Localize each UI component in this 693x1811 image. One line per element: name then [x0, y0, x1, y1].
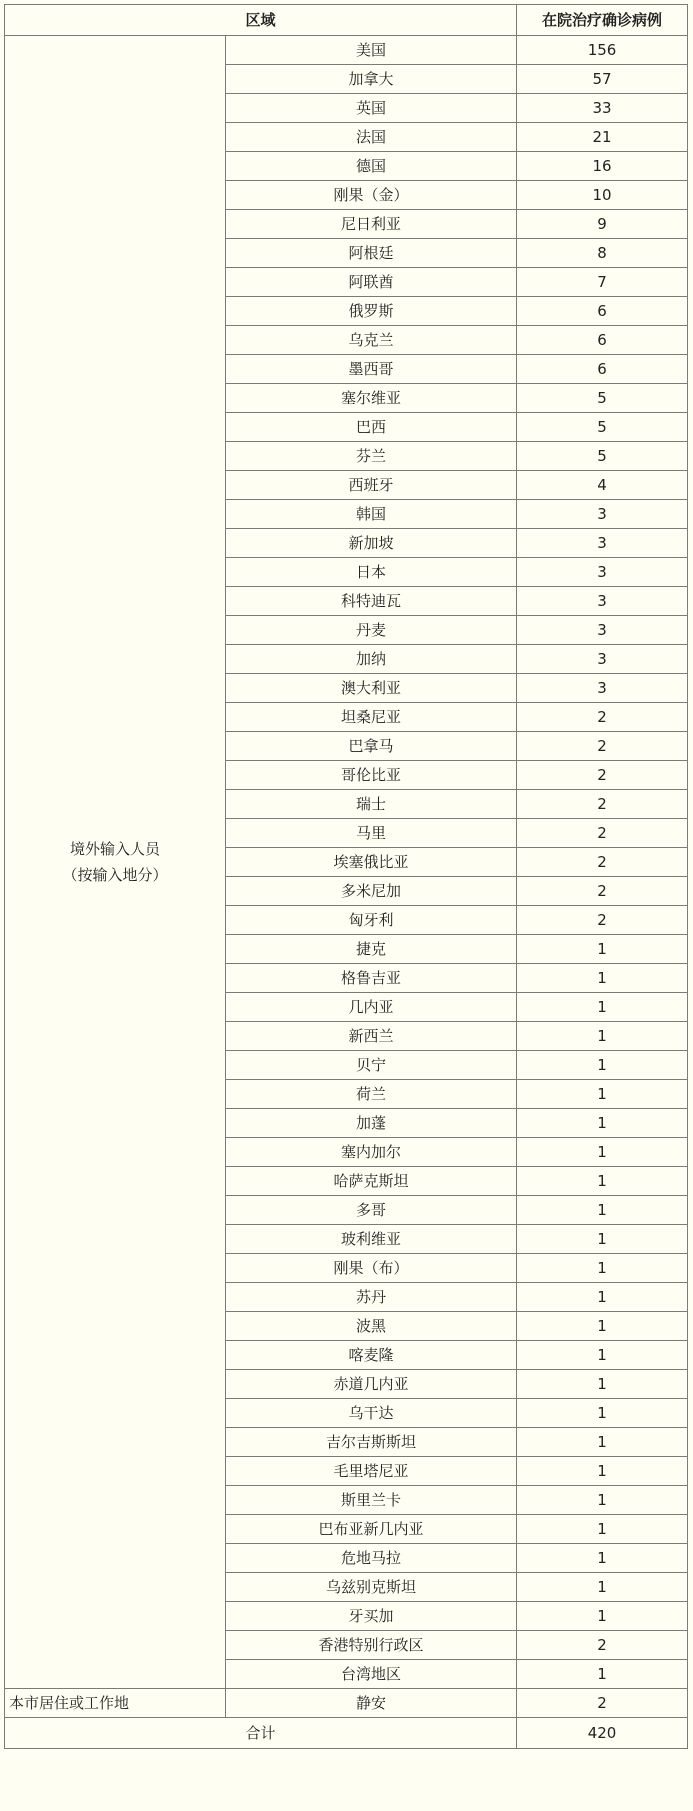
case-count-cell: 1: [517, 1544, 688, 1573]
region-name-cell: 乌干达: [226, 1399, 517, 1428]
region-name-cell: 危地马拉: [226, 1544, 517, 1573]
case-count-cell: 8: [517, 239, 688, 268]
case-count-cell: 2: [517, 848, 688, 877]
case-count-cell: 2: [517, 790, 688, 819]
region-name-cell: 阿根廷: [226, 239, 517, 268]
region-name-cell: 巴布亚新几内亚: [226, 1515, 517, 1544]
case-count-cell: 1: [517, 1138, 688, 1167]
case-count-cell: 1: [517, 1602, 688, 1631]
case-count-cell: 9: [517, 210, 688, 239]
region-name-cell: 俄罗斯: [226, 297, 517, 326]
region-name-cell: 加拿大: [226, 65, 517, 94]
region-name-cell: 英国: [226, 94, 517, 123]
case-count-cell: 1: [517, 1254, 688, 1283]
case-count-cell: 3: [517, 674, 688, 703]
region-name-cell: 新西兰: [226, 1022, 517, 1051]
case-count-cell: 16: [517, 152, 688, 181]
region-name-cell: 吉尔吉斯斯坦: [226, 1428, 517, 1457]
local-row: [5, 1689, 688, 1718]
region-name-cell: 新加坡: [226, 529, 517, 558]
region-name-cell: 巴西: [226, 413, 517, 442]
case-count-cell: 1: [517, 1312, 688, 1341]
case-count-cell: 2: [517, 819, 688, 848]
region-name-cell: 赤道几内亚: [226, 1370, 517, 1399]
case-table: [4, 4, 688, 1749]
case-count-cell: 2: [517, 906, 688, 935]
region-name-cell: 韩国: [226, 500, 517, 529]
region-name-cell: 墨西哥: [226, 355, 517, 384]
case-count-cell: 3: [517, 645, 688, 674]
case-count-cell: 5: [517, 384, 688, 413]
local-district-name: 静安: [226, 1689, 517, 1718]
region-name-cell: 牙买加: [226, 1602, 517, 1631]
case-count-cell: 6: [517, 326, 688, 355]
case-count-cell: 1: [517, 1457, 688, 1486]
region-name-cell: 毛里塔尼亚: [226, 1457, 517, 1486]
case-count-cell: 1: [517, 1428, 688, 1457]
region-name-cell: 格鲁吉亚: [226, 964, 517, 993]
case-count-cell: 156: [517, 36, 688, 65]
region-name-cell: 多米尼加: [226, 877, 517, 906]
case-count-cell: 1: [517, 1370, 688, 1399]
case-count-cell: 6: [517, 297, 688, 326]
region-name-cell: 加蓬: [226, 1109, 517, 1138]
case-count-cell: 6: [517, 355, 688, 384]
region-name-cell: 西班牙: [226, 471, 517, 500]
case-count-cell: 5: [517, 442, 688, 471]
region-name-cell: 台湾地区: [226, 1660, 517, 1689]
case-count-cell: 1: [517, 1660, 688, 1689]
region-name-cell: 尼日利亚: [226, 210, 517, 239]
case-count-cell: 1: [517, 1341, 688, 1370]
case-count-cell: 1: [517, 935, 688, 964]
case-count-cell: 1: [517, 1080, 688, 1109]
region-name-cell: 科特迪瓦: [226, 587, 517, 616]
case-count-cell: 1: [517, 1399, 688, 1428]
region-name-cell: 塞尔维亚: [226, 384, 517, 413]
local-group-label: 本市居住或工作地: [5, 1689, 226, 1718]
region-name-cell: 日本: [226, 558, 517, 587]
case-count-cell: 3: [517, 558, 688, 587]
region-name-cell: 德国: [226, 152, 517, 181]
case-count-cell: 5: [517, 413, 688, 442]
region-name-cell: 坦桑尼亚: [226, 703, 517, 732]
region-name-cell: 加纳: [226, 645, 517, 674]
case-count-cell: 2: [517, 761, 688, 790]
region-name-cell: 波黑: [226, 1312, 517, 1341]
region-name-cell: 喀麦隆: [226, 1341, 517, 1370]
header-count: 在院治疗确诊病例: [517, 5, 688, 36]
imported-group-label: [5, 36, 226, 1689]
case-count-cell: 10: [517, 181, 688, 210]
region-name-cell: 丹麦: [226, 616, 517, 645]
case-count-cell: 1: [517, 1167, 688, 1196]
table-body: [5, 36, 688, 1749]
region-name-cell: 马里: [226, 819, 517, 848]
region-name-cell: 香港特别行政区: [226, 1631, 517, 1660]
case-count-cell: 2: [517, 732, 688, 761]
region-name-cell: 阿联酋: [226, 268, 517, 297]
case-count-cell: 1: [517, 1109, 688, 1138]
case-count-cell: 2: [517, 1631, 688, 1660]
region-name-cell: 埃塞俄比亚: [226, 848, 517, 877]
region-name-cell: 斯里兰卡: [226, 1486, 517, 1515]
region-name-cell: 刚果（布）: [226, 1254, 517, 1283]
case-count-cell: 1: [517, 993, 688, 1022]
case-count-cell: 57: [517, 65, 688, 94]
region-name-cell: 匈牙利: [226, 906, 517, 935]
region-name-cell: 巴拿马: [226, 732, 517, 761]
case-count-cell: 2: [517, 877, 688, 906]
case-count-cell: 1: [517, 1486, 688, 1515]
case-count-cell: 3: [517, 587, 688, 616]
total-count: 420: [517, 1718, 688, 1749]
region-name-cell: 荷兰: [226, 1080, 517, 1109]
imported-group-line1: 境外输入人员: [69, 840, 160, 858]
region-name-cell: 捷克: [226, 935, 517, 964]
case-count-cell: 1: [517, 1022, 688, 1051]
case-count-cell: 1: [517, 964, 688, 993]
region-name-cell: 哥伦比亚: [226, 761, 517, 790]
table-row: [5, 36, 688, 65]
case-count-cell: 33: [517, 94, 688, 123]
region-name-cell: 玻利维亚: [226, 1225, 517, 1254]
case-count-cell: 7: [517, 268, 688, 297]
region-name-cell: 哈萨克斯坦: [226, 1167, 517, 1196]
region-name-cell: 乌兹别克斯坦: [226, 1573, 517, 1602]
region-name-cell: 瑞士: [226, 790, 517, 819]
case-count-cell: 1: [517, 1515, 688, 1544]
local-case-count: 2: [517, 1689, 688, 1718]
region-name-cell: 法国: [226, 123, 517, 152]
total-row: [5, 1718, 688, 1749]
region-name-cell: 刚果（金）: [226, 181, 517, 210]
region-name-cell: 塞内加尔: [226, 1138, 517, 1167]
case-count-cell: 21: [517, 123, 688, 152]
region-name-cell: 美国: [226, 36, 517, 65]
case-count-cell: 1: [517, 1225, 688, 1254]
region-name-cell: 澳大利亚: [226, 674, 517, 703]
total-label: 合计: [5, 1718, 517, 1749]
case-count-cell: 1: [517, 1196, 688, 1225]
case-count-cell: 4: [517, 471, 688, 500]
region-name-cell: 乌克兰: [226, 326, 517, 355]
case-count-cell: 3: [517, 529, 688, 558]
case-count-cell: 1: [517, 1283, 688, 1312]
region-name-cell: 多哥: [226, 1196, 517, 1225]
header-region: 区域: [5, 5, 517, 36]
case-count-cell: 2: [517, 703, 688, 732]
region-name-cell: 苏丹: [226, 1283, 517, 1312]
region-name-cell: 几内亚: [226, 993, 517, 1022]
region-name-cell: 贝宁: [226, 1051, 517, 1080]
header-row: [5, 5, 688, 36]
region-name-cell: 芬兰: [226, 442, 517, 471]
imported-group-line2: （按输入地分）: [62, 866, 168, 884]
case-count-cell: 3: [517, 500, 688, 529]
case-count-cell: 3: [517, 616, 688, 645]
case-count-cell: 1: [517, 1573, 688, 1602]
case-count-cell: 1: [517, 1051, 688, 1080]
